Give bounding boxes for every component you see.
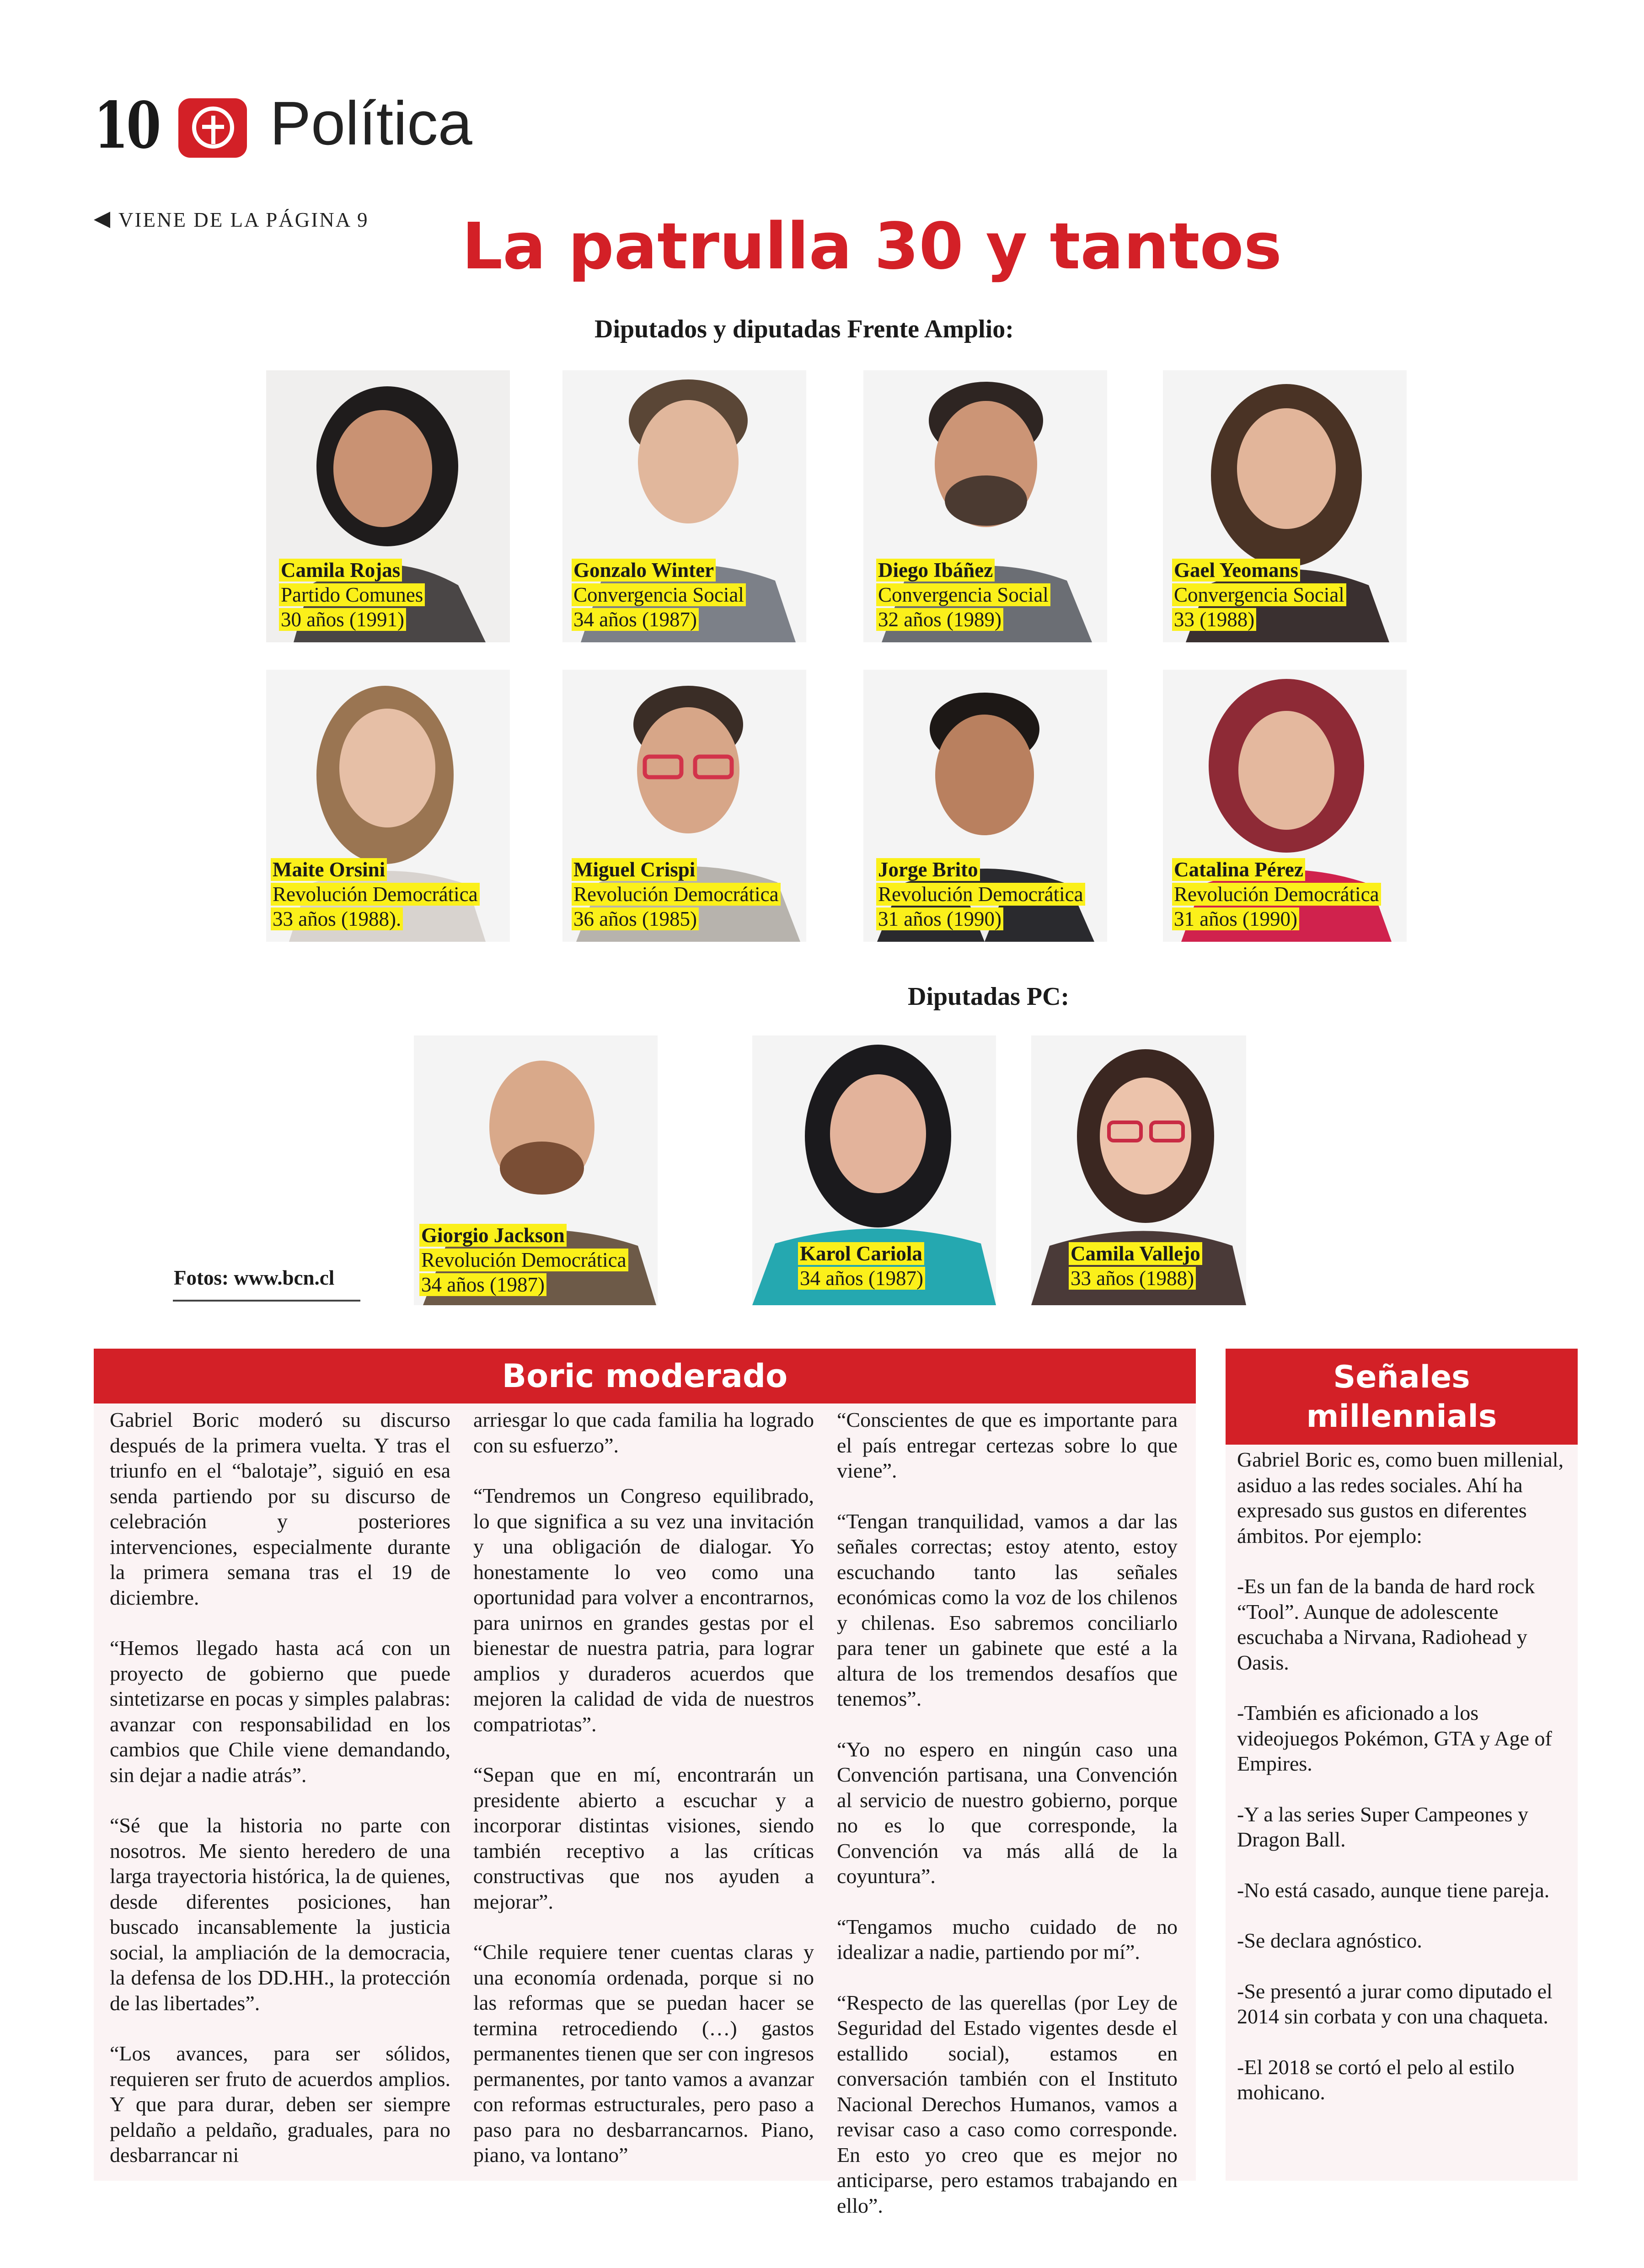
person-party: Revolución Democrática — [271, 883, 480, 906]
person-age: 34 años (1987) — [798, 1267, 925, 1290]
page-number: 10 — [94, 88, 159, 163]
continued-from-note[interactable] — [94, 208, 369, 232]
person-name: Jorge Brito — [876, 858, 980, 881]
person-name: Catalina Pérez — [1172, 858, 1305, 881]
person-age: 31 años (1990) — [876, 907, 1003, 930]
paragraph: “Respecto de las querellas (por Ley de Seguridad del Estado vigentes desde el estallido social), estamos en conversación también con el Instituto Nacional Derechos Humanos, vamos a revisar caso a caso como corresponde. En esto yo creo que es mejor no anticiparse, pero estamos trabajando en ello”. — [837, 1991, 1178, 2217]
sidebar-text — [1237, 1447, 1566, 2130]
continued-from-label: VIENE DE LA PÁGINA 9 — [118, 208, 369, 231]
article-column-3 — [837, 1407, 1178, 2218]
person-name: Miguel Crispi — [572, 858, 697, 881]
article-column-1 — [110, 1407, 450, 2168]
person-age: 34 años (1987) — [419, 1273, 546, 1296]
paragraph: “Tendremos un Congreso equilibrado, lo que significa a su vez una invitación y una obligación de dialogar. Yo honestamente lo veo como una oportunidad para volver a encontrarnos, para unirnos en grandes gestas por el bienestar de nuestra patria, para lograr amplios y duraderos acuerdos que mejoren la calidad de vida de nuestros compatriotas”. — [473, 1484, 814, 1736]
person-age: 30 años (1991) — [279, 608, 406, 631]
person-name: Maite Orsini — [271, 858, 387, 881]
paragraph: -Se presentó a jurar como diputado el 2014 sin corbata y con una chaqueta. — [1237, 1979, 1553, 2028]
photo-gael-yeomans — [1163, 370, 1407, 642]
paragraph: “Hemos llegado hasta acá con un proyecto de gobierno que puede sintetizarse en pocas y simples palabras: avanzar con responsabilidad en los cambios que Chile viene demandando, sin dejar a nadie atrás”. — [110, 1636, 450, 1787]
section-title: Política — [270, 89, 472, 158]
paragraph: “Conscientes de que es importante para el país entregar certezas sobre lo que viene”. — [837, 1408, 1178, 1482]
person-party: Partido Comunes — [279, 583, 425, 606]
subhead-frente-amplio: Diputados y diputadas Frente Amplio: — [594, 315, 1014, 343]
person-name: Gonzalo Winter — [572, 559, 716, 582]
person-age: 31 años (1990) — [1172, 907, 1299, 930]
photo-diego-ibanez — [863, 370, 1107, 642]
photo-gonzalo-winter — [562, 370, 806, 642]
person-age: 32 años (1989) — [876, 608, 1003, 631]
box-title — [1226, 1349, 1578, 1445]
photo-karol-cariola — [752, 1035, 996, 1305]
article-column-2 — [473, 1407, 814, 2168]
person-party: Revolución Democrática — [1172, 883, 1381, 906]
person-name: Diego Ibáñez — [876, 559, 995, 582]
headline: La patrulla 30 y tantos — [462, 209, 1282, 284]
person-party: Convergencia Social — [876, 583, 1050, 606]
person-name: Karol Cariola — [798, 1242, 924, 1265]
person-name: Giorgio Jackson — [419, 1224, 567, 1247]
sidebar-box-senales-millennials — [1226, 1349, 1578, 2181]
paragraph: “Los avances, para ser sólidos, requieren ser fruto de acuerdos amplios. Y que para durar, deben ser siempre peldaño a peldaño, graduales, para no desbarrancar ni — [110, 2042, 450, 2167]
person-age: 33 (1988) — [1172, 608, 1256, 631]
person-name: Gael Yeomans — [1172, 559, 1300, 582]
photo-jorge-brito — [863, 670, 1107, 942]
paragraph: -No está casado, aunque tiene pareja. — [1237, 1878, 1550, 1902]
newspaper-logo-icon — [178, 98, 247, 158]
paragraph: -También es aficionado a los videojuegos Pokémon, GTA y Age of Empires. — [1237, 1701, 1552, 1775]
person-age: 36 años (1985) — [572, 907, 699, 930]
person-party: Revolución Democrática — [876, 883, 1085, 906]
person-party: Revolución Democrática — [572, 883, 781, 906]
paragraph: “Yo no espero en ningún caso una Convención partisana, una Convención al servicio de nuestro gobierno, porque no es lo que corresponde, la Convención va más allá de la coyuntura”. — [837, 1737, 1178, 1888]
paragraph: “Sé que la historia no parte con nosotros. Me siento heredero de una larga trayectoria histórica, la de quienes, desde diferentes posiciones, han buscado incansablemente la justicia social, la ampliación de la democracia, la defensa de los DD.HH., la protección de las libertades”. — [110, 1814, 450, 2015]
paragraph: -Y a las series Super Campeones y Dragon Ball. — [1237, 1802, 1529, 1851]
photo-credit: Fotos: www.bcn.cl — [174, 1266, 335, 1289]
paragraph: “Chile requiere tener cuentas claras y una economía ordenada, porque si no las reformas que se puedan hacer se termina retrocediendo (…) gastos permanentes tienen que ser con ingresos permanentes, por tanto vamos a avanzar con reformas estructurales, pero paso a paso para no desbarrancarnos. Piano, piano, va lontano” — [473, 1940, 814, 2167]
paragraph: Gabriel Boric es, como buen millenial, asiduo a las redes sociales. Ahí ha expresado sus gustos en diferentes ámbitos. Por ejemplo: — [1237, 1448, 1564, 1548]
person-name: Camila Vallejo — [1069, 1242, 1202, 1265]
photo-camila-vallejo — [1031, 1035, 1246, 1305]
subhead-pc: Diputadas PC: — [908, 982, 1070, 1011]
person-party: Convergencia Social — [1172, 583, 1346, 606]
person-party: Revolución Democrática — [419, 1249, 628, 1271]
person-party: Convergencia Social — [572, 583, 746, 606]
person-name: Camila Rojas — [279, 559, 402, 582]
box-title-line-2: millennials — [1306, 1398, 1497, 1435]
photo-camila-rojas — [266, 370, 510, 642]
photo-catalina-perez — [1163, 670, 1407, 942]
photo-maite-orsini — [266, 670, 510, 942]
paragraph: -Se declara agnóstico. — [1237, 1929, 1422, 1952]
person-age: 34 años (1987) — [572, 608, 699, 631]
person-age: 33 años (1988) — [1069, 1267, 1196, 1290]
paragraph: -Es un fan de la banda de hard rock “Tool”. Aunque de adolescente escuchaba a Nirvana, Radiohead y Oasis. — [1237, 1574, 1535, 1674]
box-title: Boric moderado — [94, 1349, 1196, 1403]
person-age: 33 años (1988). — [271, 907, 403, 930]
paragraph: -El 2018 se cortó el pelo al estilo mohicano. — [1237, 2055, 1515, 2104]
photo-credit-rule — [173, 1300, 360, 1302]
paragraph: Gabriel Boric moderó su discurso después de la primera vuelta. Y tras el triunfo en el “balotaje”, siguió en esa senda partiendo por su discurso de celebración y posteriores intervenciones, especialmente durante la primera semana tras el 19 de diciembre. — [110, 1408, 450, 1609]
article-box-boric-moderado — [94, 1349, 1196, 2217]
paragraph: “Tengamos mucho cuidado de no idealizar a nadie, partiendo por mí”. — [837, 1915, 1178, 1964]
box-title-line-1: Señales — [1333, 1359, 1470, 1395]
paragraph: “Tengan tranquilidad, vamos a dar las señales correctas; estoy atento, estoy escuchando tanto las señales económicas como la voz de los chilenos y chilenas. Eso sabremos conciliarlo para tener un gabinete que esté a la altura de los tremendos desafíos que tenemos”. — [837, 1509, 1178, 1710]
arrow-left-icon — [94, 212, 110, 228]
photo-miguel-crispi — [562, 670, 806, 942]
photo-giorgio-jackson — [414, 1035, 658, 1305]
paragraph: “Sepan que en mí, encontrarán un presidente abierto a escuchar y a incorporar distintas visiones, siendo también receptivo a las críticas constructivas que nos ayuden a mejorar”. — [473, 1763, 814, 1913]
paragraph: arriesgar lo que cada familia ha logrado con su esfuerzo”. — [473, 1408, 814, 1457]
